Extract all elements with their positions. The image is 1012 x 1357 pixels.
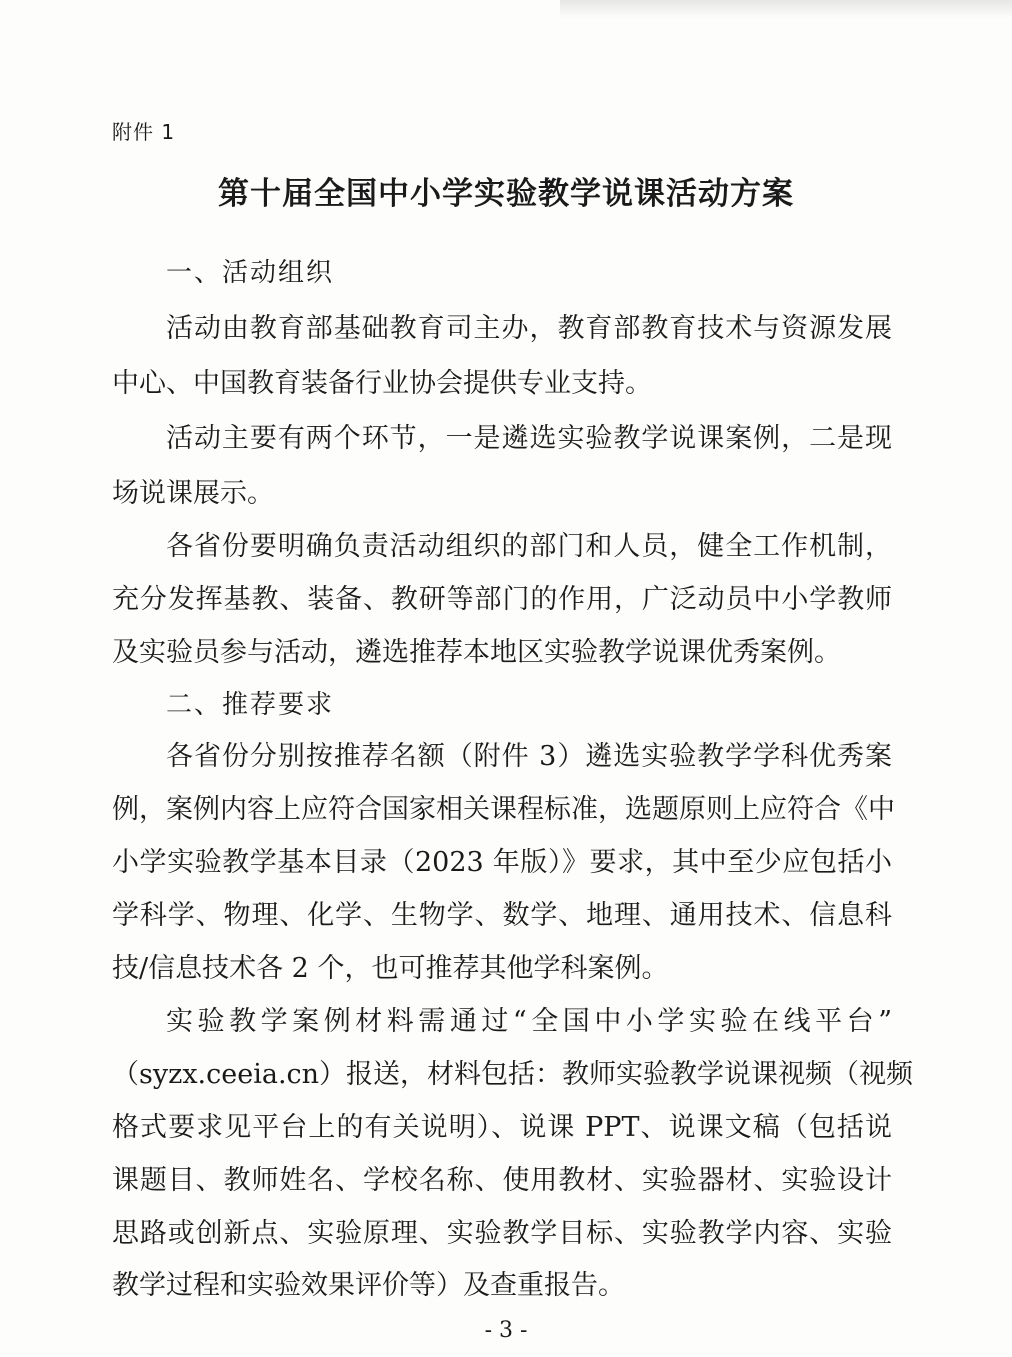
paragraph-line: 格式要求见平台上的有关说明）、说课 PPT、说课文稿（包括说 [112, 1112, 892, 1143]
paragraph-line: 充分发挥基教、装备、教研等部门的作用，广泛动员中小学教师 [112, 584, 892, 615]
paragraph-line: 技/信息技术各 2 个，也可推荐其他学科案例。 [112, 953, 669, 984]
paragraph-line: 及实验员参与活动，遴选推荐本地区实验教学说课优秀案例。 [112, 637, 841, 668]
paragraph-line: 活动由教育部基础教育司主办，教育部教育技术与资源发展 [166, 313, 892, 344]
section-heading-1: 一、活动组织 [166, 258, 335, 288]
paragraph-line: 实验教学案例材料需通过“全国中小学实验在线平台” [166, 1006, 892, 1037]
document-title: 第十届全国中小学实验教学说课活动方案 [218, 176, 794, 212]
paragraph-line: 例，案例内容上应符合国家相关课程标准，选题原则上应符合《中 [112, 794, 895, 825]
paragraph-line: 中心、中国教育装备行业协会提供专业支持。 [112, 368, 652, 399]
paragraph-line: 场说课展示。 [112, 478, 274, 509]
paragraph-line: 教学过程和实验效果评价等）及查重报告。 [112, 1270, 625, 1301]
paragraph-line: （syzx.ceeia.cn）报送，材料包括：教师实验教学说课视频（视频 [112, 1059, 914, 1090]
paragraph-line: 活动主要有两个环节，一是遴选实验教学说课案例，二是现 [166, 423, 892, 454]
section-heading-2: 二、推荐要求 [166, 690, 335, 720]
scan-shadow [560, 0, 1012, 18]
paragraph-line: 各省份分别按推荐名额（附件 3）遴选实验教学学科优秀案 [166, 741, 892, 772]
paragraph-line: 思路或创新点、实验原理、实验教学目标、实验教学内容、实验 [112, 1218, 892, 1249]
attachment-label: 附件 1 [112, 120, 176, 144]
paragraph-line: 小学实验教学基本目录（2023 年版）》要求，其中至少应包括小 [112, 847, 892, 878]
page-number: - 3 - [484, 1318, 528, 1343]
paragraph-line: 课题目、教师姓名、学校名称、使用教材、实验器材、实验设计 [112, 1165, 892, 1196]
paragraph-line: 学科学、物理、化学、生物学、数学、地理、通用技术、信息科 [112, 900, 892, 931]
paragraph-line: 各省份要明确负责活动组织的部门和人员，健全工作机制， [166, 531, 892, 562]
